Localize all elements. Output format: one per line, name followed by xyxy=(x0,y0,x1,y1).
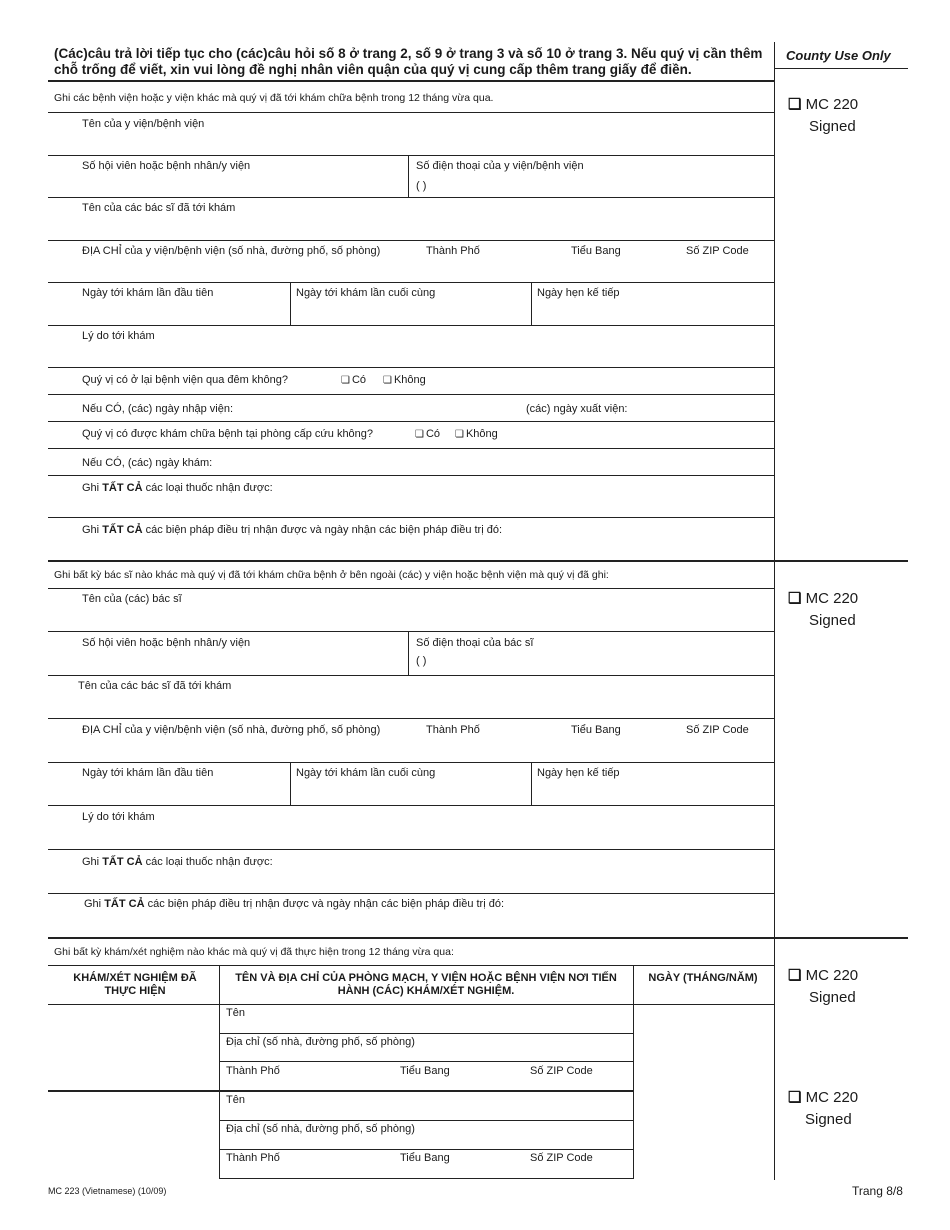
doctor-member-number-field[interactable]: Số hội viên hoặc bệnh nhân/y viện xyxy=(82,637,251,649)
checkbox-icon: ❏ xyxy=(788,1089,802,1106)
state-field[interactable]: Tiểu Bang xyxy=(571,245,621,257)
checkbox-icon xyxy=(455,428,466,440)
clinic-phone-field[interactable]: Số điện thoại của y viện/bệnh viện xyxy=(416,160,584,172)
doctor-name-field[interactable]: Tên của (các) bác sĩ xyxy=(82,593,182,605)
section2-end-rule xyxy=(48,937,908,939)
entry1-city-field[interactable]: Thành Phố xyxy=(226,1065,280,1077)
checkbox-icon: ❏ xyxy=(788,590,802,607)
entry2-address-field[interactable]: Địa chỉ (số nhà, đường phố, số phòng) xyxy=(226,1123,415,1135)
city-field[interactable]: Thành Phố xyxy=(426,245,480,257)
header-rule xyxy=(48,80,774,82)
mc220-signed-checkbox-3[interactable]: ❏ MC 220 Signed xyxy=(788,967,859,1006)
er-yes-checkbox[interactable]: ❏ Có xyxy=(415,428,440,440)
clinic-address-field[interactable]: ĐỊA CHỈ của y viện/bệnh viện (số nhà, đường phố, số phòng) xyxy=(82,245,381,257)
doctor-phone-area-code: ( ) xyxy=(416,655,427,667)
checkbox-icon xyxy=(415,428,426,440)
next-visit-field[interactable]: Ngày hẹn kế tiếp xyxy=(537,287,620,299)
clinic-address-field-2[interactable]: ĐỊA CHỈ của y viện/bệnh viện (số nhà, đường phố, số phòng) xyxy=(82,724,381,736)
mc220-signed-checkbox-1[interactable]: ❏ MC 220 Signed xyxy=(788,96,859,135)
doctors-visited-field-2[interactable]: Tên của các bác sĩ đã tới khám xyxy=(78,680,232,692)
medications-field[interactable]: Ghi TẤT CẢ các loại thuốc nhận được: xyxy=(82,482,273,494)
entry1-state-field[interactable]: Tiểu Bang xyxy=(400,1065,450,1077)
zip-field-2[interactable]: Số ZIP Code xyxy=(686,724,749,736)
county-use-only-label: County Use Only xyxy=(786,48,891,63)
treatments-field-2[interactable]: Ghi TẤT CẢ các biện pháp điều trị nhận được và ngày nhận các biện pháp điều trị đó: xyxy=(84,898,505,910)
first-visit-field[interactable]: Ngày tới khám lần đầu tiên xyxy=(82,287,214,299)
section1-instruction: Ghi các bệnh viện hoặc y viện khác mà quý vị đã tới khám chữa bệnh trong 12 tháng vừa qua. xyxy=(54,92,494,104)
section2-instruction: Ghi bất kỳ bác sĩ nào khác mà quý vị đã tới khám chữa bệnh ở bên ngoài (các) y viện hoặc bệnh viện mà quý vị đã ghi: xyxy=(54,569,609,581)
visit-reason-field-2[interactable]: Lý do tới khám xyxy=(82,811,155,823)
member-number-field[interactable]: Số hội viên hoặc bệnh nhân/y viện xyxy=(82,160,251,172)
section1-end-rule xyxy=(48,560,908,562)
er-question: Quý vị có được khám chữa bệnh tại phòng cấp cứu không? xyxy=(82,428,374,440)
overnight-yes-checkbox[interactable]: ❏ Có xyxy=(341,374,366,386)
mc220-signed-checkbox-4[interactable]: ❏ MC 220 Signed xyxy=(788,1089,859,1128)
entry-divider xyxy=(48,1090,633,1092)
discharge-dates-field[interactable]: (các) ngày xuất viện: xyxy=(526,403,628,415)
overnight-no-checkbox[interactable]: ❏ Không xyxy=(383,374,426,386)
section3-instruction: Ghi bất kỳ khám/xét nghiệm nào khác mà quý vị đã thực hiện trong 12 tháng vừa qua: xyxy=(54,946,454,958)
er-no-checkbox[interactable]: ❏ Không xyxy=(455,428,498,440)
doctor-phone-field[interactable]: Số điện thoại của bác sĩ xyxy=(416,637,534,649)
city-field-2[interactable]: Thành Phố xyxy=(426,724,480,736)
entry2-name-field[interactable]: Tên xyxy=(226,1094,245,1106)
treatments-field[interactable]: Ghi TẤT CẢ các biện pháp điều trị nhận được và ngày nhận các biện pháp điều trị đó: xyxy=(82,524,503,536)
state-field-2[interactable]: Tiểu Bang xyxy=(571,724,621,736)
mc220-signed-checkbox-2[interactable]: ❏ MC 220 Signed xyxy=(788,590,859,629)
entry2-city-field[interactable]: Thành Phố xyxy=(226,1152,280,1164)
checkbox-icon: ❏ xyxy=(788,967,802,984)
intro-text: (Các)câu trả lời tiếp tục cho (các)câu hỏi số 8 ở trang 2, số 9 ở trang 3 và số 10 ở trang 3. Nếu quý vị cần thêm chỗ trống để viết, xin vui lòng đề nghị nhân viên quận của quý vị cung cấp thêm trang giấy để điền. xyxy=(54,46,763,77)
form-id: MC 223 (Vietnamese) (10/09) xyxy=(48,1186,167,1196)
er-visit-dates-field[interactable]: Nếu CÓ, (các) ngày khám: xyxy=(82,457,213,469)
clinic-name-field[interactable]: Tên của y viện/bệnh viện xyxy=(82,118,205,130)
county-column-divider xyxy=(774,42,775,1180)
col-header-tests: KHÁM/XÉT NGHIỆM ĐÃ THỰC HIỆN xyxy=(73,972,197,997)
checkbox-icon xyxy=(383,374,394,386)
overnight-question: Quý vị có ở lại bệnh viện qua đêm không? xyxy=(82,374,288,386)
entry2-state-field[interactable]: Tiểu Bang xyxy=(400,1152,450,1164)
zip-field[interactable]: Số ZIP Code xyxy=(686,245,749,257)
phone-area-code: ( ) xyxy=(416,180,427,192)
page-number: Trang 8/8 xyxy=(852,1184,903,1198)
doctors-visited-field[interactable]: Tên của các bác sĩ đã tới khám xyxy=(82,202,236,214)
entry1-name-field[interactable]: Tên xyxy=(226,1007,245,1019)
entry1-zip-field[interactable]: Số ZIP Code xyxy=(530,1065,593,1077)
entry1-address-field[interactable]: Địa chỉ (số nhà, đường phố, số phòng) xyxy=(226,1036,415,1048)
last-visit-field-2[interactable]: Ngày tới khám lần cuối cùng xyxy=(296,767,436,779)
next-visit-field-2[interactable]: Ngày hẹn kế tiếp xyxy=(537,767,620,779)
col-header-place: TÊN VÀ ĐỊA CHỈ CỦA PHÒNG MẠCH, Y VIỆN HOẶC BỆNH VIỆN NƠI TIẾN HÀNH (CÁC) KHÁM/XÉT NGHIỆM. xyxy=(235,972,617,997)
checkbox-icon: ❏ xyxy=(788,96,802,113)
visit-reason-field[interactable]: Lý do tới khám xyxy=(82,330,155,342)
col-header-date: NGÀY (THÁNG/NĂM) xyxy=(648,972,758,984)
last-visit-field[interactable]: Ngày tới khám lần cuối cùng xyxy=(296,287,436,299)
county-header-rule xyxy=(774,68,908,69)
checkbox-icon xyxy=(341,374,352,386)
first-visit-field-2[interactable]: Ngày tới khám lần đầu tiên xyxy=(82,767,214,779)
entry2-zip-field[interactable]: Số ZIP Code xyxy=(530,1152,593,1164)
admit-dates-field[interactable]: Nếu CÓ, (các) ngày nhập viện: xyxy=(82,403,234,415)
medications-field-2[interactable]: Ghi TẤT CẢ các loại thuốc nhận được: xyxy=(82,856,273,868)
